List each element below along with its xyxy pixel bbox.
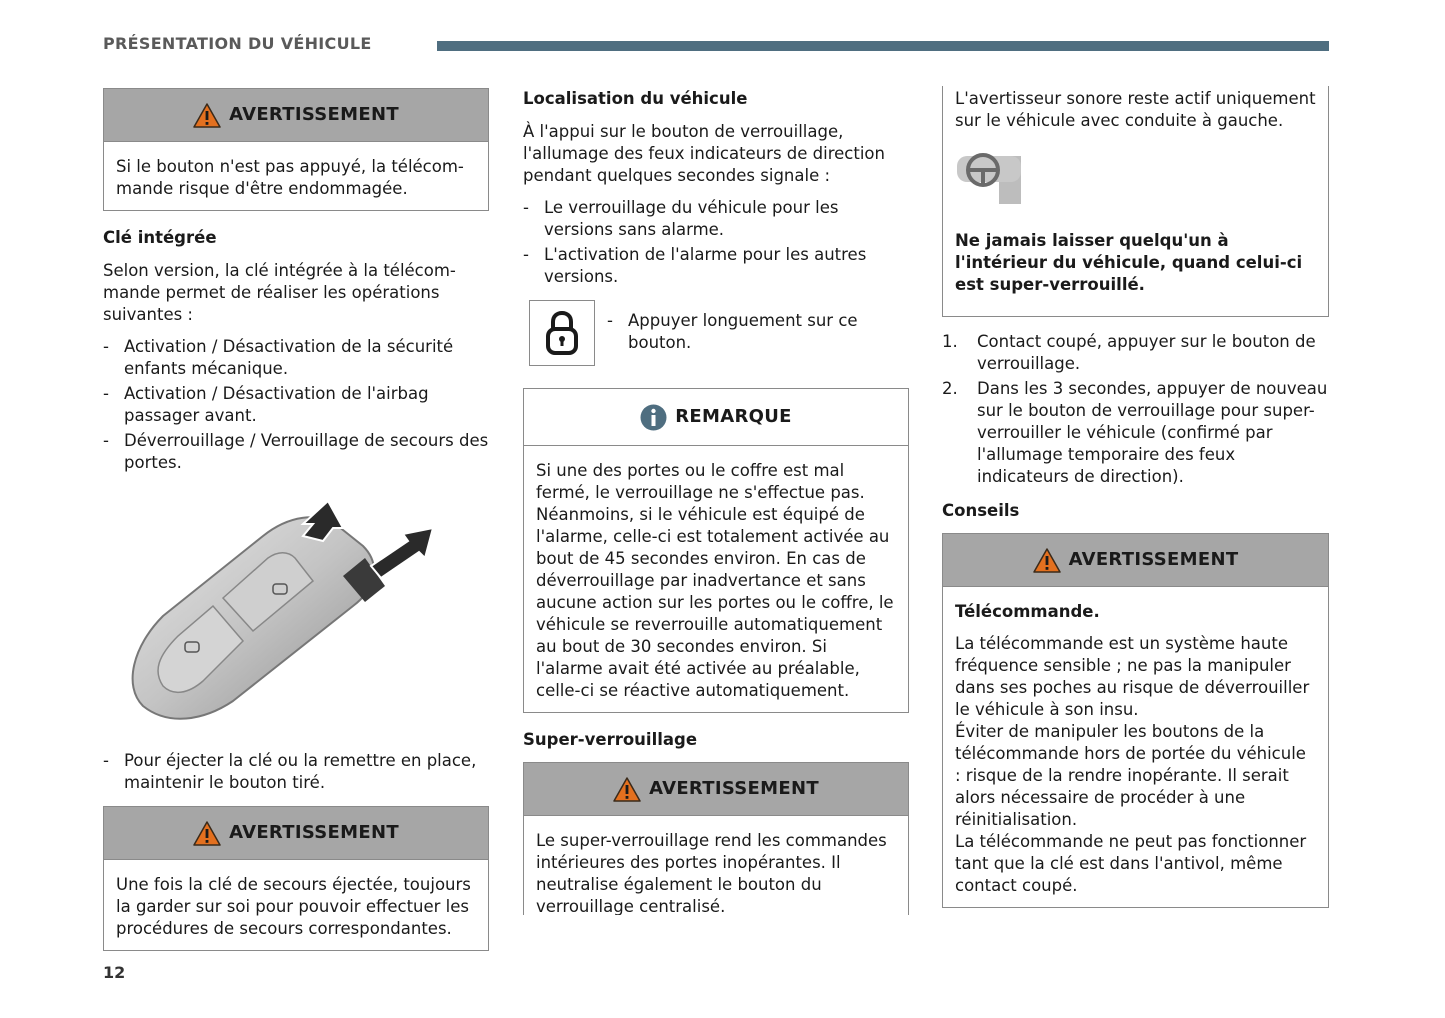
section-title-super-locking: Super-verrouillage [523, 730, 698, 749]
list-item: - L'activation de l'alarme pour les autres versions. [523, 244, 909, 288]
horn-text: L'avertisseur sonore reste actif uniquement sur le véhicule avec conduite à gauche. [955, 89, 1316, 130]
warning-box-super-locking [523, 762, 909, 915]
warning-text: Éviter de manipuler les boutons de la télécommande hors de portée du véhicule : risque de la rendre inopérante. Il serait alors nécessaire de procéder à une réinitialisation. [955, 722, 1306, 829]
warning-box-header [104, 89, 488, 142]
lock-button-text: - Appuyer longuement sur ce bouton. [607, 310, 909, 354]
lock-button-instruction [529, 300, 909, 366]
info-circle-icon [640, 404, 667, 431]
warning-title: AVERTISSEMENT [1068, 549, 1239, 570]
warning-text: La télécommande est un système haute fréquence sensible ; ne pas la manipuler dans ses poches au risque de déverrouiller le véhicule à son insu. [955, 634, 1310, 719]
column-3 [942, 88, 1329, 924]
warning-title: AVERTISSEMENT [229, 104, 399, 125]
warning-box-emergency-key [103, 806, 489, 951]
list-item: - Activation / Désactivation de l'airbag passager avant. [103, 383, 489, 427]
warning-text: Le super-verrouillage rend les commandes intérieures des portes inopérantes. Il neutralise également le bouton du verrouillage centralisé. [536, 831, 887, 915]
list-item: - Activation / Désactivation de la sécurité enfants mécanique. [103, 336, 489, 380]
warning-box-remote-advice [942, 533, 1329, 908]
warning-text: Si le bouton n'est pas appuyé, la télécom-mande risque d'être endommagée. [116, 157, 464, 198]
integrated-key-operations-list [103, 336, 489, 474]
warning-box-header [943, 534, 1328, 587]
warning-triangle-icon [613, 777, 641, 802]
list-item [942, 378, 1329, 488]
page-header-title: PRÉSENTATION DU VÉHICULE [103, 34, 372, 53]
warning-triangle-icon [1033, 548, 1061, 573]
list-item: - Déverrouillage / Verrouillage de secours des portes. [103, 430, 489, 474]
super-locking-warning: Ne jamais laisser quelqu'un à l'intérieur du véhicule, quand celui-ci est super-verrouillé. [955, 231, 1303, 294]
warning-box-remote [103, 88, 489, 211]
warning-text: Une fois la clé de secours éjectée, toujours la garder sur soi pour pouvoir effectuer les procédures de secours correspondantes. [116, 875, 471, 938]
warning-box-header [104, 807, 488, 860]
note-box-header [524, 389, 908, 446]
warning-subtitle: Télécommande. [955, 602, 1100, 621]
header-accent-bar [437, 41, 1329, 51]
eject-key-list [103, 750, 489, 794]
step-number: 2. [942, 379, 958, 398]
warning-title: AVERTISSEMENT [229, 822, 399, 843]
key-fob-illustration [103, 496, 489, 736]
column-1 [103, 88, 489, 967]
column-2 [523, 88, 909, 915]
list-item [942, 331, 1329, 375]
section-title-vehicle-location: Localisation du véhicule [523, 89, 748, 108]
vehicle-location-list [523, 197, 909, 288]
steering-wheel-icon [955, 152, 1025, 206]
vehicle-location-intro: À l'appui sur le bouton de verrouillage, l'allumage des feux indicateurs de direction pendant quelques secondes signale : [523, 122, 885, 185]
page-number: 12 [103, 963, 126, 982]
list-item: - Pour éjecter la clé ou la remettre en place, maintenir le bouton tiré. [103, 750, 489, 794]
warning-box-header [524, 763, 908, 816]
warning-title: AVERTISSEMENT [649, 778, 819, 799]
list-item: - Le verrouillage du véhicule pour les versions sans alarme. [523, 197, 909, 241]
padlock-icon [529, 300, 595, 366]
note-text: Si une des portes ou le coffre est mal fermé, le verrouillage ne s'effectue pas. Néanmoins, si le véhicule est équipé de l'alarme, celle-ci est totalement activée au bout de 45 secondes environ. En cas de déverrouillage par inadvertance et sans aucune action sur les portes ou le coffre, le véhicule se reverrouille automatiquement au bout de 30 secondes environ. Si l'alarme avait été activée au préalable, celle-ci se réactive automatiquement. [536, 461, 894, 700]
super-locking-steps [942, 331, 1329, 488]
section-title-integrated-key: Clé intégrée [103, 228, 217, 247]
step-text: Dans les 3 secondes, appuyer de nouveau sur le bouton de verrouillage pour super-verrouiller le véhicule (confirmé par l'allumage temporaire des feux indicateurs de direction). [977, 379, 1328, 486]
warning-triangle-icon [193, 103, 221, 128]
integrated-key-intro: Selon version, la clé intégrée à la télécom-mande permet de réaliser les opérations suivantes : [103, 261, 456, 324]
step-text: Contact coupé, appuyer sur le bouton de verrouillage. [977, 332, 1316, 373]
warning-triangle-icon [193, 821, 221, 846]
warning-text: La télécommande ne peut pas fonctionner tant que la clé est dans l'antivol, même contact coupé. [955, 832, 1307, 895]
warning-box-continued [942, 86, 1329, 317]
section-title-advice: Conseils [942, 501, 1020, 520]
note-box [523, 388, 909, 713]
step-number: 1. [942, 332, 958, 351]
note-title: REMARQUE [675, 406, 792, 427]
